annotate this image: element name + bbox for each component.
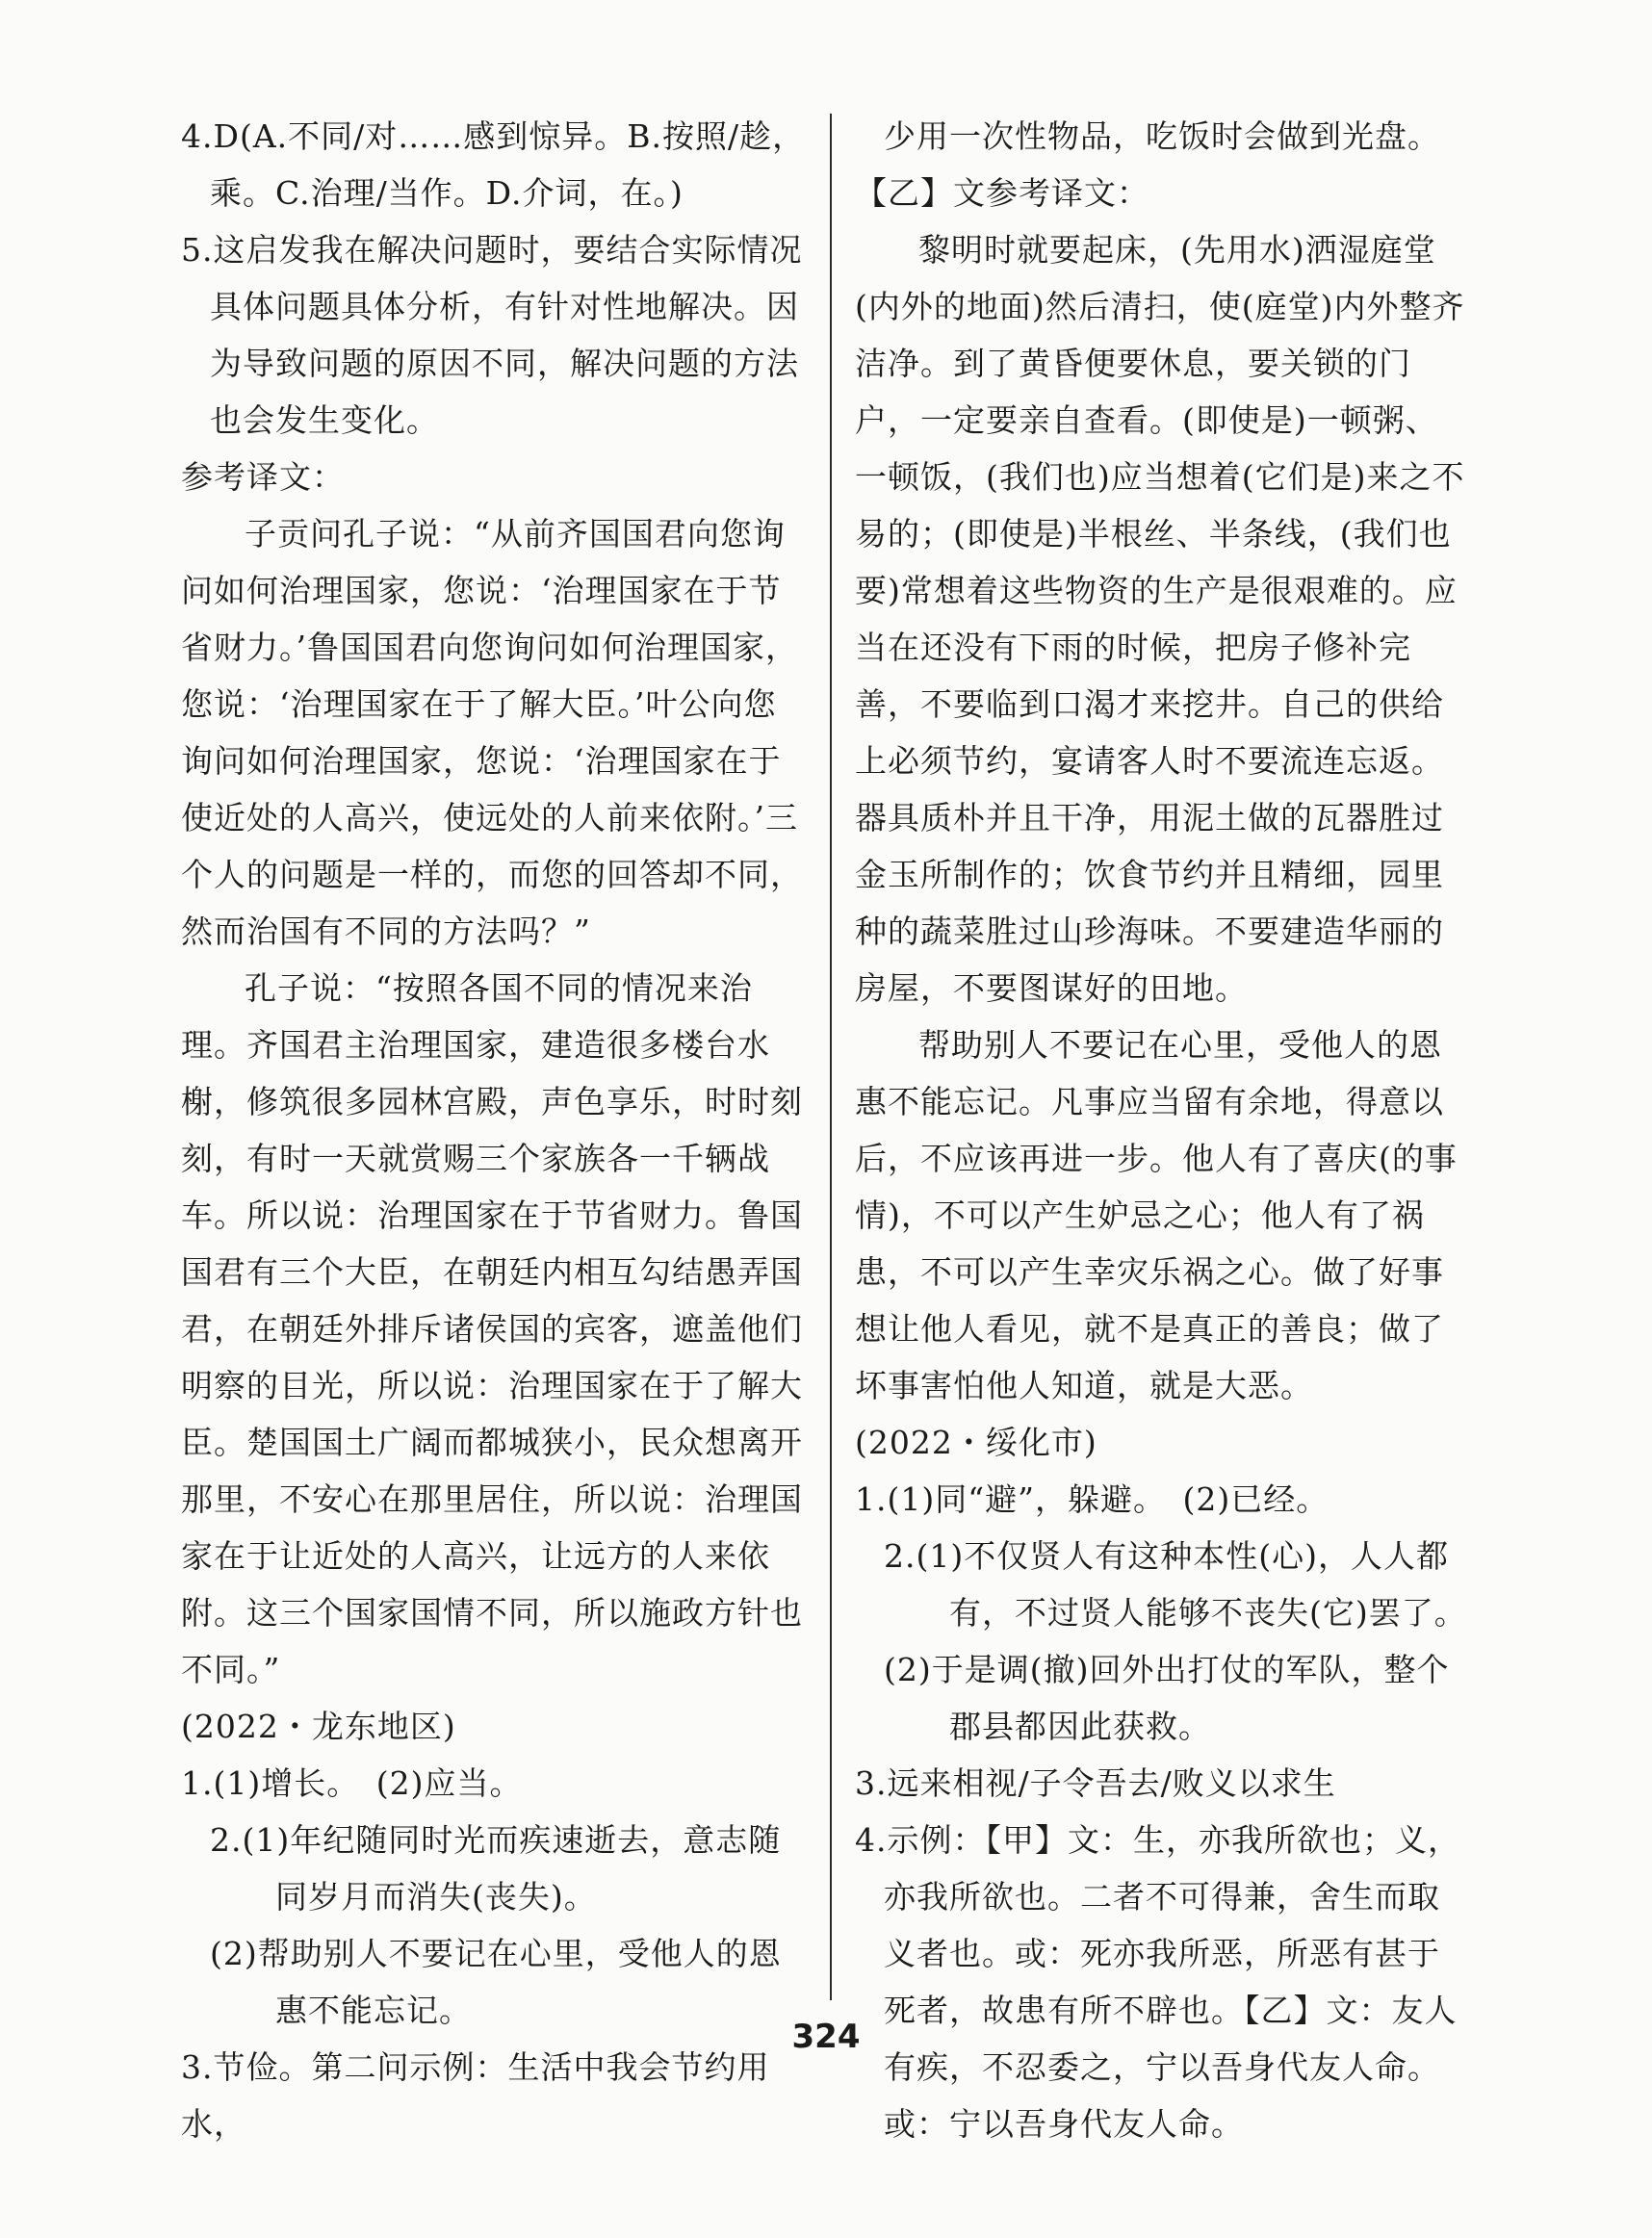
answer-5: 5.这启发我在解决问题时，要结合实际情况具体问题具体分析，有针对性地解决。因为导致问题的原因不同，解决问题的方法也会发生变化。	[181, 231, 803, 439]
section-heading-longdong: (2022・龙东地区)	[181, 1708, 456, 1745]
answer-1-longdong: 1.(1)增长。 (2)应当。	[181, 1764, 523, 1802]
answer-1-suihua: 1.(1)同“避”，躲避。 (2)已经。	[855, 1480, 1329, 1518]
translation-paragraph-2: 孔子说：“按照各国不同的情况来治理。齐国君主治理国家，建造很多楼台水榭，修筑很多园林宫殿，声色享乐，时时刻刻，有时一天就赏赐三个家族各一千辆战车。所以说：治理国家在于节省财力。鲁国国君有三个大臣，在朝廷内相互勾结愚弄国君，在朝廷外排斥诸侯国的宾客，遮盖他们明察的目光，所以说：治理国家在于了解大臣。楚国国土广阔而都城狭小，民众想离开那里，不安心在那里居住，所以说：治理国家在于让近处的人高兴，让远方的人来依附。这三个国家国情不同，所以施政方针也不同。”	[181, 969, 803, 1688]
answer-3-longdong: 3.节俭。第二问示例：生活中我会节约用水，	[181, 2048, 770, 2143]
section-heading-suihua: (2022・绥化市)	[855, 1424, 1097, 1461]
answer-2-2-longdong: (2)帮助别人不要记在心里，受他人的恩惠不能忘记。	[210, 1935, 782, 2029]
yi-translation-paragraph-2: 帮助别人不要记在心里，受他人的恩惠不能忘记。凡事应当留有余地，得意以后，不应该再进一步。他人有了喜庆(的事情)，不可以产生妒忌之心；他人有了祸患，不可以产生幸灾乐祸之心。做了好事想让他人看见，就不是真正的善良；做了坏事害怕他人知道，就是大恶。	[855, 1026, 1458, 1404]
yi-translation-paragraph-1: 黎明时就要起床，(先用水)洒湿庭堂(内外的地面)然后清扫，使(庭堂)内外整齐洁净。到了黄昏便要休息，要关锁的门户，一定要亲自查看。(即使是)一顿粥、一顿饭，(我们也)应当想着(它们是)来之不易的；(即使是)半根丝、半条线，(我们也要)常想着这些物资的生产是很艰难的。应当在还没有下雨的时候，把房子修补完善，不要临到口渴才来挖井。自己的供给上必须节约，宴请客人时不要流连忘返。器具质朴并且干净，用泥土做的瓦器胜过金玉所制作的；饮食节约并且精细，园里种的蔬菜胜过山珍海味。不要建造华丽的房屋，不要图谋好的田地。	[855, 231, 1465, 1007]
answer-3-suihua: 3.远来相视/子令吾去/败义以求生	[855, 1764, 1336, 1802]
translation-paragraph-1: 子贡问孔子说：“从前齐国国君向您询问如何治理国家，您说：‘治理国家在于节省财力。’鲁国国君向您询问如何治理国家，您说：‘治理国家在于了解大臣。’叶公向您询问如何治理国家，您说：‘治理国家在于使近处的人高兴，使远处的人前来依附。’三个人的问题是一样的，而您的回答却不同，然而治国有不同的方法吗？”	[181, 515, 803, 950]
answer-2-1-suihua: 2.(1)不仅贤人有这种本性(心)，人人都有，不过贤人能够不丧失(它)罢了。	[884, 1537, 1467, 1632]
left-column	[181, 108, 809, 2152]
yi-translation-heading: 【乙】文参考译文：	[855, 174, 1149, 212]
answer-3-continued: 少用一次性物品，吃饭时会做到光盘。	[884, 117, 1440, 155]
answer-2-1-longdong: 2.(1)年纪随同时光而疾速逝去，意志随同岁月而消失(丧失)。	[210, 1821, 782, 1916]
answer-2-2-suihua: (2)于是调(撤)回外出打仗的军队，整个郡县都因此获救。	[884, 1651, 1450, 1745]
page-number: 324	[791, 2018, 861, 2056]
right-column	[855, 108, 1467, 2152]
answer-4: 4.D(A.不同/对……感到惊异。B.按照/趁，乘。C.治理/当作。D.介词，在。)	[181, 117, 806, 212]
answer-4-suihua: 4.示例：【甲】文：生，亦我所欲也；义，亦我所欲也。二者不可得兼，舍生而取义者也。或：死亦我所恶，所恶有甚于死者，故患有所不辟也。【乙】文：友人有疾，不忍委之，宁以吾身代友人命。或：宁以吾身代友人命。	[855, 1821, 1460, 2143]
translation-heading: 参考译文：	[181, 458, 345, 496]
column-divider	[830, 114, 832, 2000]
